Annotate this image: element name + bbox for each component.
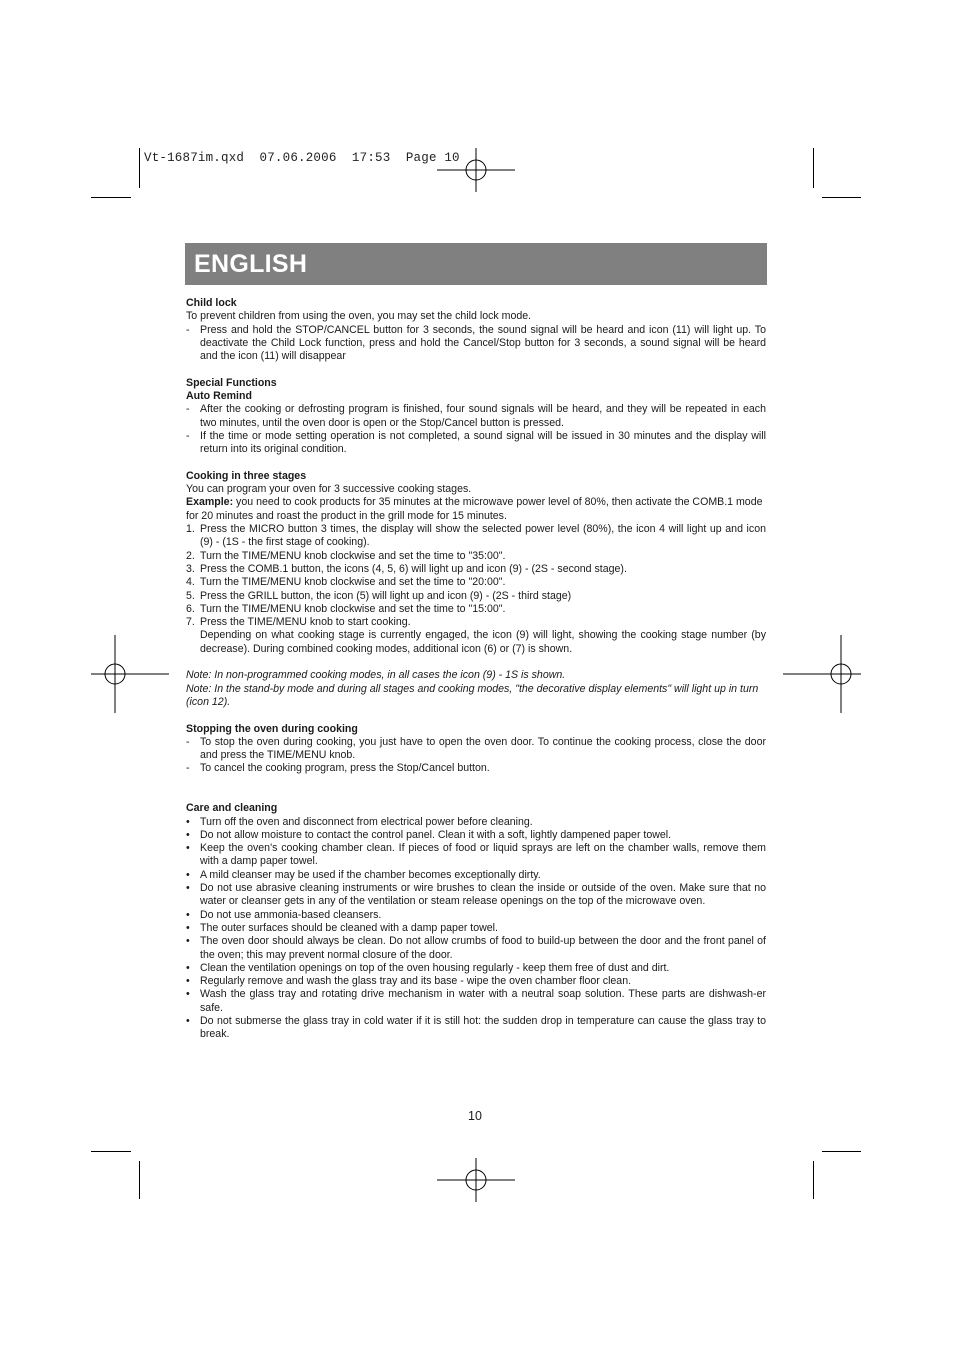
step-number: 7. xyxy=(186,616,195,629)
registration-mark-icon xyxy=(783,635,861,713)
list-item: • Do not submerse the glass tray in cold water if it is still hot: the sudden drop in temperature can cause the glass tray to break. xyxy=(186,1015,766,1041)
list-item: • The oven door should always be clean. Do not allow crumbs of food to build-up between the door and the front panel of the oven; this may prevent normal closure of the door. xyxy=(186,935,766,961)
list-item: • Do not use ammonia-based cleansers. xyxy=(186,908,382,921)
dash-marker: - xyxy=(186,403,190,416)
dash-marker: - xyxy=(186,323,190,336)
crop-mark xyxy=(813,1161,814,1199)
crop-mark xyxy=(139,148,140,188)
list-item: • Keep the oven's cooking chamber clean. If pieces of food or liquid sprays are left on the chamber walls, remove them with a damp paper towel. xyxy=(186,842,766,868)
crop-mark xyxy=(139,1161,140,1199)
step-followup: Depending on what cooking stage is currently engaged, the icon (9) will light, showing the cooking stage number (by decrease). During combined cooking modes, additional icon (6) or (7) is shown. xyxy=(200,629,766,655)
step-number: 2. xyxy=(186,549,195,562)
dash-marker: - xyxy=(186,735,190,748)
note: Note: In non-programmed cooking modes, in all cases the icon (9) - 1S is shown. xyxy=(186,669,566,682)
registration-mark-icon xyxy=(91,635,169,713)
example-text: you need to cook products for 35 minutes at the microwave power level of 80%, then activate the COMB.1 mode for 20 minutes and roast the product in the grill mode for 15 minutes. xyxy=(186,496,763,522)
paragraph: To prevent children from using the oven, you may set the child lock mode. xyxy=(186,310,532,323)
section-heading: Child lock xyxy=(186,297,237,309)
bullet-marker: • xyxy=(186,975,190,988)
manual-content xyxy=(186,297,766,1042)
step-number: 1. xyxy=(186,523,195,536)
list-item: - After the cooking or defrosting program is finished, four sound signals will be heard, and they will be repeated in each two minutes, until the oven door is open or the Stop/Cancel button is pressed. xyxy=(186,403,766,429)
page-number: 10 xyxy=(468,1109,482,1123)
section-heading: Stopping the oven during cooking xyxy=(186,722,358,735)
list-item: - Press and hold the STOP/CANCEL button for 3 seconds, the sound signal will be heard and icon (11) will light up. To deactivate the Child Lock function, press and hold the Cancel/Stop button for 3 seconds, a sound signal will be heard and the icon (11) will disappear xyxy=(186,323,766,363)
list-item: • Do not use abrasive cleaning instruments or wire brushes to clean the inside or outside of the oven. Make sure that no water or cleanser gets in any of the ventilation or steam release openings on the top of the microwave oven. xyxy=(186,882,766,908)
step-item: 7. Press the TIME/MENU knob to start cooking. xyxy=(186,616,411,629)
bullet-marker: • xyxy=(186,882,190,895)
step-item: 1. Press the MICRO button 3 times, the display will show the selected power level (80%), the icon 4 will light up and icon (9) - (1S - the first stage of cooking). xyxy=(186,523,766,549)
registration-mark-icon xyxy=(437,131,515,209)
crop-mark xyxy=(822,1151,861,1152)
bullet-marker: • xyxy=(186,868,190,881)
bullet-marker: • xyxy=(186,1015,190,1028)
page-title: ENGLISH xyxy=(194,250,308,278)
example-label: Example: xyxy=(186,496,234,509)
example-paragraph xyxy=(186,496,766,523)
step-item: 3. Press the COMB.1 button, the icons (4, 5, 6) will light up and icon (9) - (2S - second stage). xyxy=(186,562,627,575)
step-item: 2. Turn the TIME/MENU knob clockwise and set the time to "35:00". xyxy=(186,549,506,562)
step-number: 3. xyxy=(186,562,195,575)
step-item: 4. Turn the TIME/MENU knob clockwise and set the time to "20:00". xyxy=(186,576,506,589)
list-item: - To cancel the cooking program, press the Stop/Cancel button. xyxy=(186,762,490,775)
bullet-marker: • xyxy=(186,828,190,841)
bullet-marker: • xyxy=(186,988,190,1001)
dash-marker: - xyxy=(186,429,190,442)
bullet-marker: • xyxy=(186,908,190,921)
list-item: - To stop the oven during cooking, you just have to open the oven door. To continue the cooking process, close the door and press the TIME/MENU knob. xyxy=(186,735,766,762)
paragraph: You can program your oven for 3 successive cooking stages. xyxy=(186,483,472,496)
section-heading: Special Functions xyxy=(186,376,277,389)
section-heading: Care and cleaning xyxy=(186,802,278,815)
step-number: 5. xyxy=(186,589,195,602)
language-header xyxy=(185,243,767,285)
crop-mark xyxy=(813,148,814,188)
crop-mark xyxy=(822,197,861,198)
list-item: • Wash the glass tray and rotating drive mechanism in water with a neutral soap solution. These parts are dishwash-er safe. xyxy=(186,988,766,1014)
step-item: 5. Press the GRILL button, the icon (5) will light up and icon (9) - (2S - third stage) xyxy=(186,589,572,602)
step-number: 4. xyxy=(186,576,195,589)
section-subheading: Auto Remind xyxy=(186,390,252,403)
list-item: • Clean the ventilation openings on top of the oven housing regularly - keep them free of dust and dirt. xyxy=(186,961,670,974)
bullet-marker: • xyxy=(186,842,190,855)
note: Note: In the stand-by mode and during all stages and cooking modes, "the decorative display elements" will light up in turn (icon 12). xyxy=(186,682,759,708)
list-item: • A mild cleanser may be used if the chamber becomes exceptionally dirty. xyxy=(186,868,541,881)
crop-mark xyxy=(91,197,131,198)
registration-mark-icon xyxy=(437,1141,515,1219)
print-slug: Vt-1687im.qxd 07.06.2006 17:53 Page 10 xyxy=(144,151,460,165)
bullet-marker: • xyxy=(186,935,190,948)
list-item: • Do not allow moisture to contact the control panel. Clean it with a soft, lightly dampened paper towel. xyxy=(186,828,672,841)
step-number: 6. xyxy=(186,602,195,615)
step-item: 6. Turn the TIME/MENU knob clockwise and set the time to "15:00". xyxy=(186,602,506,615)
crop-mark xyxy=(91,1151,131,1152)
section-heading: Cooking in three stages xyxy=(186,469,307,482)
bullet-marker: • xyxy=(186,815,190,828)
dash-marker: - xyxy=(186,762,190,775)
bullet-marker: • xyxy=(186,921,190,934)
bullet-marker: • xyxy=(186,961,190,974)
list-item: - If the time or mode setting operation is not completed, a sound signal will be issued in 30 minutes and the display will return into its original condition. xyxy=(186,429,766,456)
list-item: • Turn off the oven and disconnect from electrical power before cleaning. xyxy=(186,815,533,828)
list-item: • The outer surfaces should be cleaned with a damp paper towel. xyxy=(186,921,498,934)
list-item: • Regularly remove and wash the glass tray and its base - wipe the oven chamber floor clean. xyxy=(186,975,632,988)
